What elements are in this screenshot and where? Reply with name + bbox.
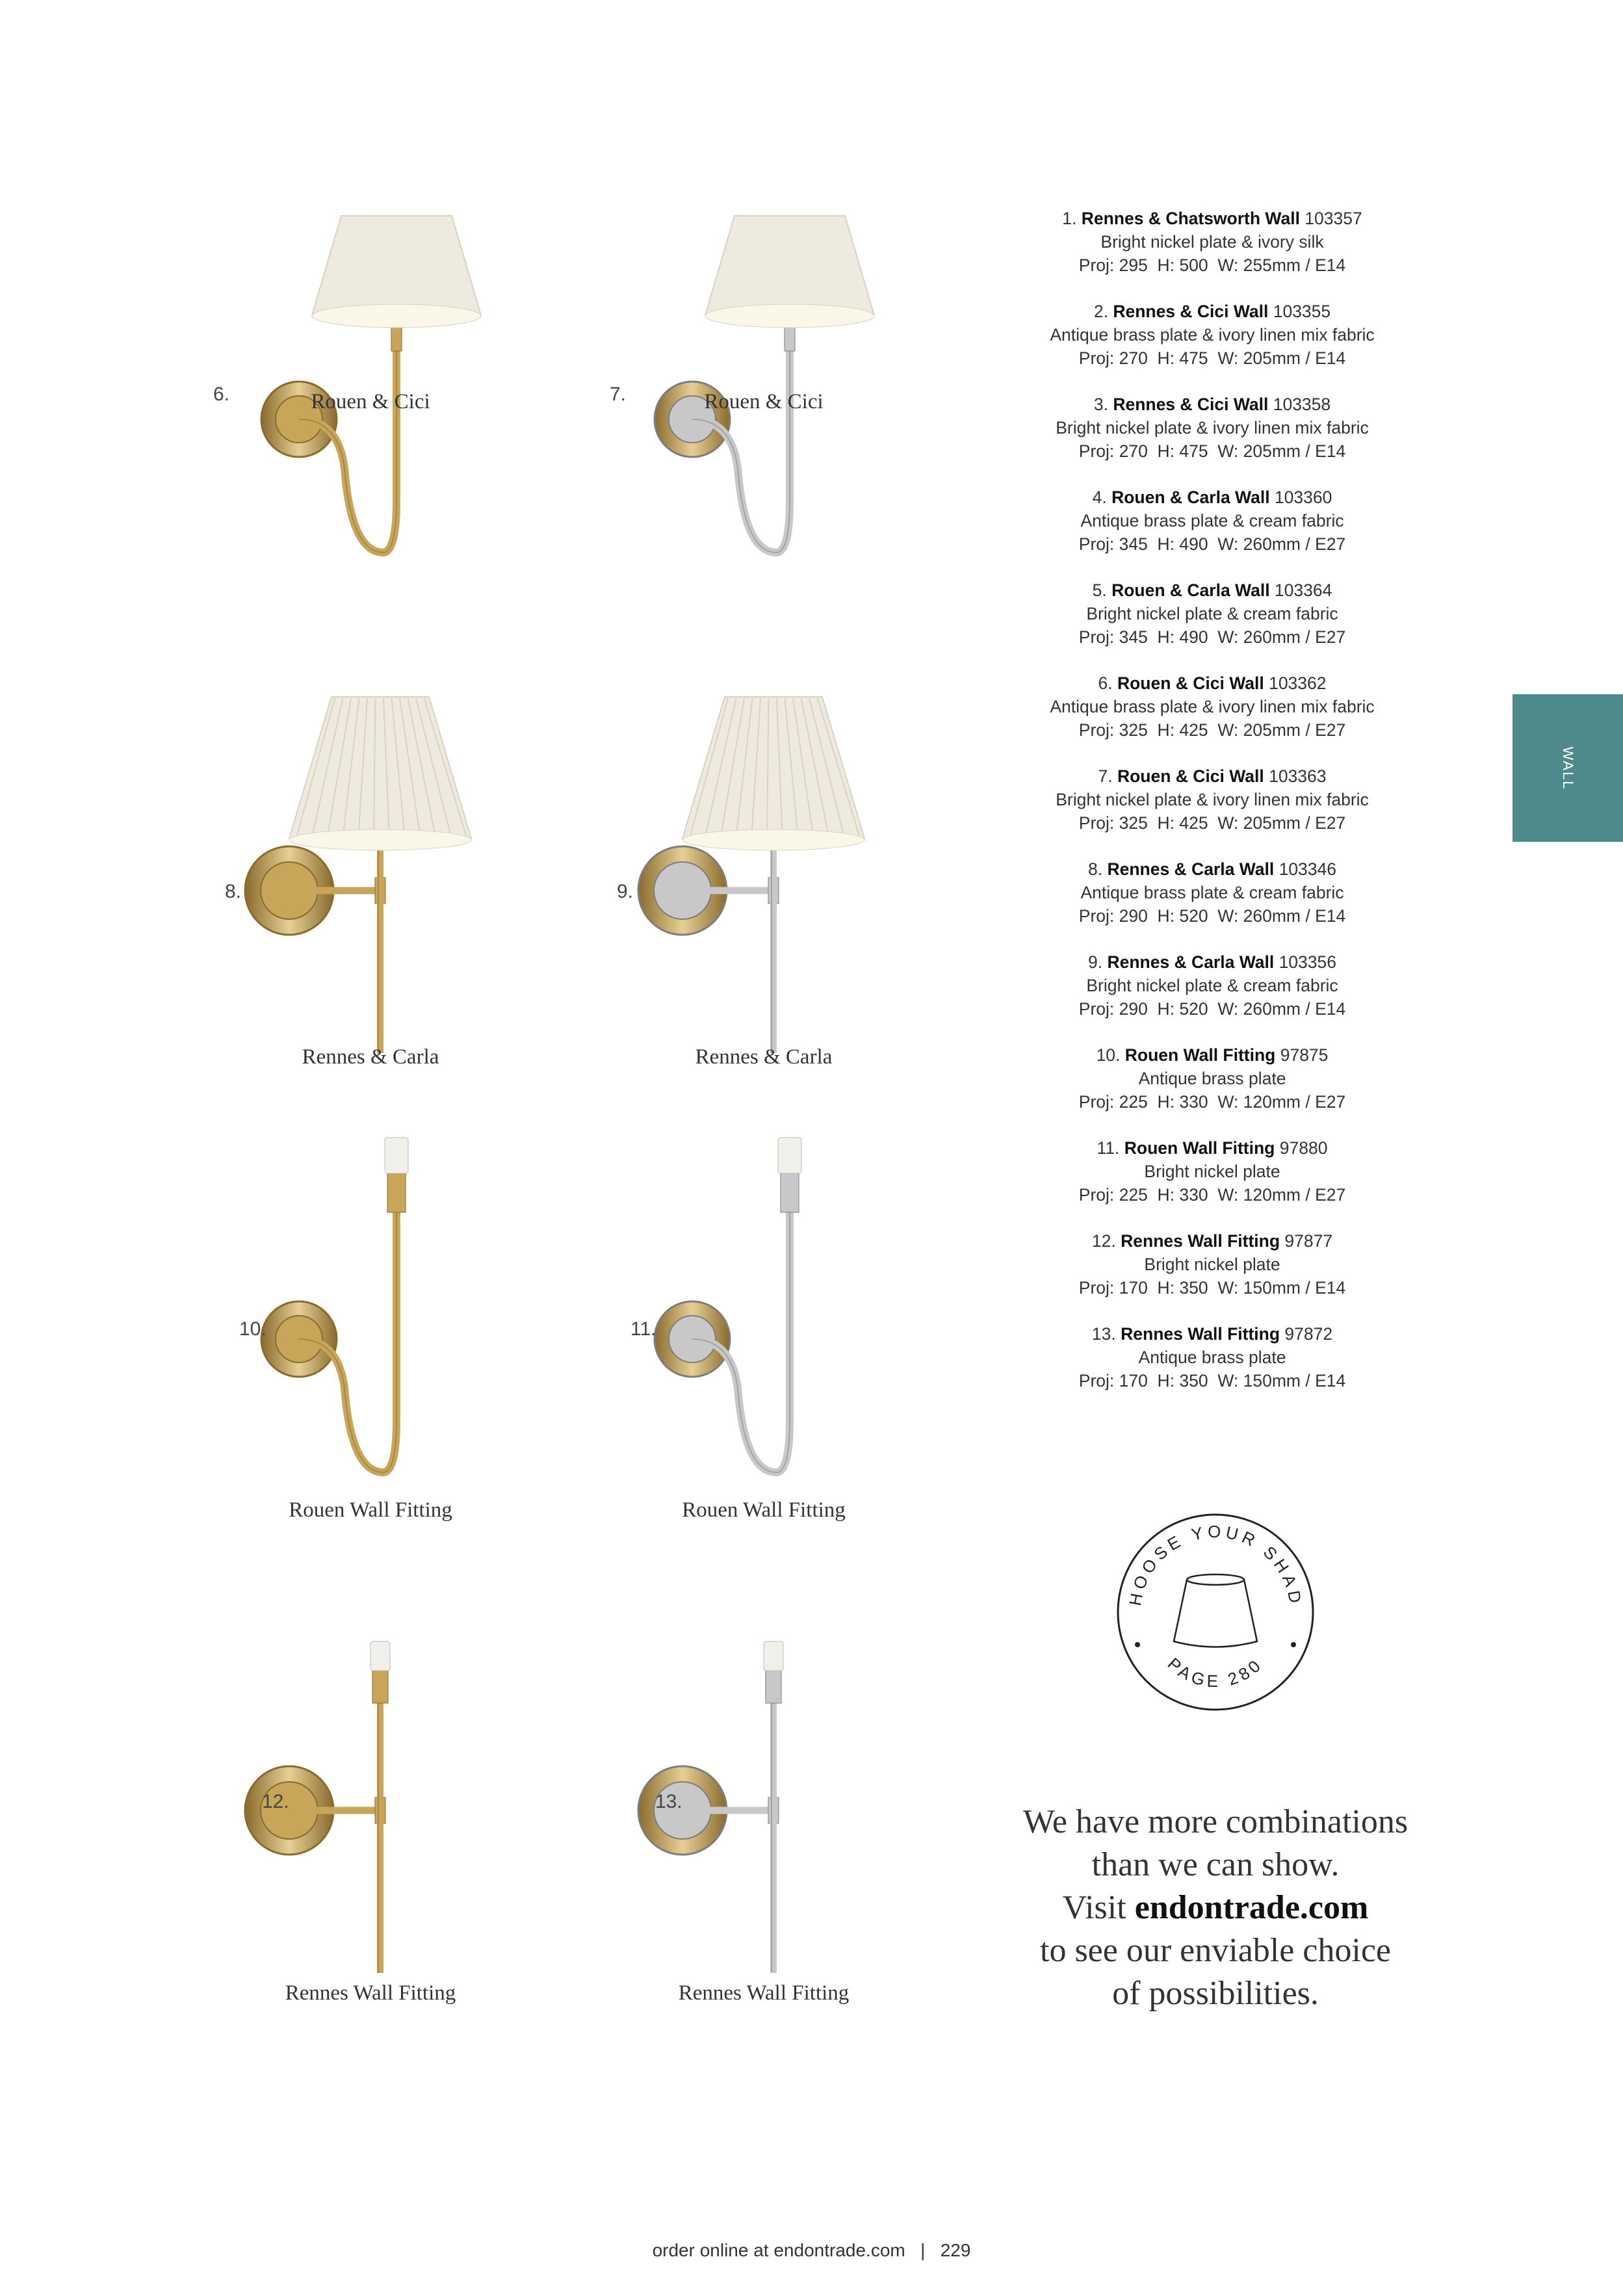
- spec-dimensions: Proj: 270 H: 475 W: 205mm / E14: [1078, 441, 1346, 461]
- product-name: Rennes Wall Fitting: [678, 1981, 850, 2005]
- spec-item: [991, 764, 1433, 835]
- spec-item: [991, 857, 1433, 928]
- spec-title: 12. Rennes Wall Fitting 97877: [1091, 1231, 1333, 1251]
- spec-title: 4. Rouen & Carla Wall 103360: [1092, 488, 1332, 507]
- spec-item: [991, 486, 1433, 556]
- section-tab[interactable]: [1513, 694, 1623, 842]
- website-link[interactable]: endontrade.com: [1134, 1889, 1369, 1926]
- promo-line: [955, 1886, 1475, 1929]
- spec-item: [991, 1229, 1433, 1299]
- spec-finish: Antique brass plate & cream fabric: [1080, 883, 1344, 902]
- footer-url[interactable]: order online at endontrade.com: [652, 2240, 905, 2260]
- product-number: 11.: [630, 1318, 656, 1340]
- product-name: Rouen Wall Fitting: [289, 1498, 452, 1522]
- spec-item: [991, 1322, 1433, 1392]
- footer-separator: |: [920, 2240, 926, 2260]
- spec-dimensions: Proj: 345 H: 490 W: 260mm / E27: [1078, 534, 1346, 554]
- product-image-8[interactable]: [175, 676, 565, 1092]
- spec-item: [991, 1043, 1433, 1114]
- product-name: Rennes & Carla: [302, 1045, 439, 1069]
- spec-title: 3. Rennes & Cici Wall 103358: [1093, 395, 1331, 414]
- spec-dimensions: Proj: 290 H: 520 W: 260mm / E14: [1078, 906, 1346, 926]
- product-image-12[interactable]: [175, 1596, 565, 2012]
- spec-title: 1. Rennes & Chatsworth Wall 103357: [1062, 209, 1362, 228]
- spec-item: [991, 207, 1433, 277]
- spec-finish: Bright nickel plate & ivory linen mix fabric: [1056, 790, 1369, 809]
- spec-item: [991, 950, 1433, 1021]
- svg-text:PAGE 280: PAGE 280: [1163, 1653, 1267, 1691]
- promo-line: We have more combinations: [1022, 1803, 1409, 1840]
- lampshade-icon: [1174, 1574, 1257, 1647]
- spec-title: 7. Rouen & Cici Wall 103363: [1098, 766, 1327, 786]
- spec-dimensions: Proj: 290 H: 520 W: 260mm / E14: [1078, 999, 1346, 1019]
- product-number: 10.: [239, 1318, 266, 1340]
- product-image-13[interactable]: [569, 1596, 959, 2012]
- product-number: 6.: [213, 384, 230, 405]
- spec-finish: Bright nickel plate: [1144, 1162, 1280, 1181]
- lamp-holder: [764, 1641, 783, 1671]
- choose-shade-badge[interactable]: [1111, 1508, 1319, 1716]
- lamp-arm: [299, 1212, 396, 1472]
- spec-dimensions: Proj: 295 H: 500 W: 255mm / E14: [1078, 255, 1346, 275]
- product-number: 9.: [617, 881, 634, 902]
- product-name: Rouen Wall Fitting: [682, 1498, 846, 1522]
- spec-dimensions: Proj: 170 H: 350 W: 150mm / E14: [1078, 1371, 1346, 1390]
- spec-title: 2. Rennes & Cici Wall 103355: [1093, 302, 1331, 321]
- product-image-9[interactable]: [569, 676, 959, 1092]
- product-name: Rennes Wall Fitting: [285, 1981, 456, 2005]
- product-number: 12.: [262, 1791, 289, 1812]
- spec-title: 13. Rennes Wall Fitting 97872: [1091, 1324, 1333, 1344]
- promo-line: than we can show.: [1091, 1846, 1340, 1883]
- lamp-holder: [778, 1138, 801, 1173]
- spec-title: 5. Rouen & Carla Wall 103364: [1092, 581, 1332, 600]
- product-number: 13.: [655, 1791, 682, 1812]
- spec-finish: Bright nickel plate & cream fabric: [1086, 604, 1338, 623]
- section-tab-label: WALL: [1560, 746, 1576, 790]
- spec-finish: Antique brass plate & cream fabric: [1080, 511, 1344, 530]
- lamp-arm: [692, 1212, 790, 1472]
- spec-dimensions: Proj: 325 H: 425 W: 205mm / E27: [1078, 813, 1346, 833]
- spec-title: 11. Rouen Wall Fitting 97880: [1097, 1138, 1328, 1158]
- spec-item: [991, 393, 1433, 463]
- pleated-lampshade: [682, 697, 864, 847]
- pleated-lampshade: [289, 697, 471, 847]
- spec-finish: Antique brass plate & ivory linen mix fabric: [1050, 325, 1375, 345]
- promo-line: to see our enviable choice: [1040, 1932, 1391, 1969]
- spec-finish: Bright nickel plate & ivory silk: [1100, 232, 1324, 252]
- spec-dimensions: Proj: 225 H: 330 W: 120mm / E27: [1078, 1092, 1346, 1112]
- spec-item: [991, 672, 1433, 742]
- spec-item: [991, 300, 1433, 370]
- lamp-holder: [370, 1641, 390, 1671]
- spec-list: [991, 207, 1433, 1415]
- spec-dimensions: Proj: 170 H: 350 W: 150mm / E14: [1078, 1278, 1346, 1298]
- lamp-holder: [385, 1138, 408, 1173]
- spec-finish: Bright nickel plate & ivory linen mix fabric: [1056, 418, 1369, 437]
- spec-dimensions: Proj: 325 H: 425 W: 205mm / E27: [1078, 720, 1346, 740]
- page-number: 229: [940, 2240, 971, 2260]
- spec-finish: Bright nickel plate & cream fabric: [1086, 976, 1338, 995]
- spec-dimensions: Proj: 270 H: 475 W: 205mm / E14: [1078, 348, 1346, 368]
- svg-text:CHOOSE YOUR SHADE: HOOSE YOUR SHAD: [1125, 1521, 1306, 1608]
- product-name: Rennes & Carla: [695, 1045, 833, 1069]
- product-name: Rouen & Cici: [704, 390, 824, 413]
- spec-dimensions: Proj: 345 H: 490 W: 260mm / E27: [1078, 627, 1346, 647]
- spec-title: 8. Rennes & Carla Wall 103346: [1088, 859, 1336, 879]
- product-image-11[interactable]: [569, 1115, 959, 1531]
- spec-dimensions: Proj: 225 H: 330 W: 120mm / E27: [1078, 1185, 1346, 1205]
- spec-finish: Antique brass plate: [1138, 1069, 1286, 1088]
- product-image-10[interactable]: [175, 1115, 565, 1531]
- promo-line: of possibilities.: [1112, 1975, 1319, 2012]
- spec-title: 6. Rouen & Cici Wall 103362: [1098, 673, 1327, 693]
- promo-text: [955, 1801, 1475, 2015]
- spec-title: 10. Rouen Wall Fitting 97875: [1096, 1045, 1329, 1065]
- page-footer: [0, 2240, 1623, 2261]
- product-number: 7.: [610, 384, 627, 405]
- promo-visit: Visit: [1062, 1889, 1135, 1926]
- spec-item: [991, 1136, 1433, 1207]
- spec-finish: Antique brass plate: [1138, 1348, 1286, 1367]
- spec-finish: Bright nickel plate: [1144, 1255, 1280, 1274]
- spec-title: 9. Rennes & Carla Wall 103356: [1088, 952, 1336, 972]
- product-name: Rouen & Cici: [311, 390, 430, 413]
- spec-item: [991, 579, 1433, 649]
- product-number: 8.: [225, 881, 242, 902]
- spec-finish: Antique brass plate & ivory linen mix fabric: [1050, 697, 1375, 716]
